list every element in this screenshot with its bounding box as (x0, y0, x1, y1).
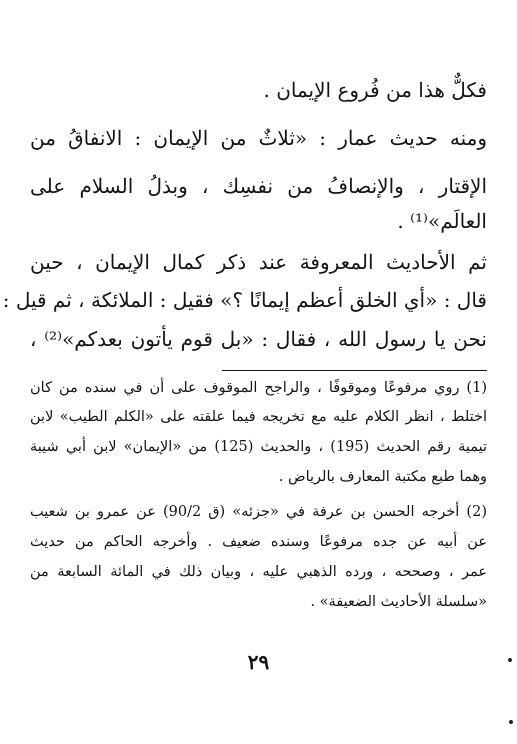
body-line: قال : «أي الخلق أعظم إيمانًا ؟» فقيل : الملائكة ، ثم قيل : (2, 288, 487, 312)
body-line: فكلٌّ هذا من فُروع الإيمان . (263, 78, 487, 102)
body-line: العالَم»⁽¹⁾ . (397, 209, 487, 233)
body-line: نحن يا رسول الله ، فقال : «بل قوم يأتون بعدكم»⁽²⁾ ، (30, 327, 487, 351)
body-line: الإقتار ، والإنصافُ من نفسِك ، وبذلُ السلام على (30, 174, 487, 198)
footnote-line: تيمية رقم الحديث (195) ، والحديث (125) من «الإيمان» لابن أبي شيبة (30, 439, 488, 455)
scan-speck (508, 658, 512, 662)
footnote-line: (2) أخرجه الحسن بن عرفة في «جزئه» (ق 90/2) عن عمرو بن شعيب (30, 504, 487, 520)
footnote-line: عن أبيه عن جده مرفوعًا وسنده ضعيف . وأخرجه الحاكم من حديث (30, 534, 487, 550)
scan-speck (509, 720, 513, 724)
footnote-line: «سلسلة الأحاديث الضعيفة» . (310, 594, 487, 610)
page-number: ٢٩ (247, 650, 270, 674)
footnote-line: عمر ، وصححه ، ورده الذهبي عليه ، وبيان ذلك في المائة السابعة من (30, 564, 487, 580)
body-line: ثم الأحاديث المعروفة عند ذكر كمال الإيمان ، حين (30, 250, 487, 274)
footnote-separator (222, 370, 487, 371)
footnote-line: (1) روي مرفوعًا وموقوفًا ، والراجح الموقوف على أن في سنده من كان (30, 380, 487, 396)
body-line: ومنه حديث عمار : «ثلاثٌ من الإيمان : الانفاقُ من (30, 126, 487, 150)
footnote-line: اختلط ، انظر الكلام عليه مع تخريجه فيما علقته على «الكلم الطيب» لابن (30, 409, 487, 425)
footnote-line: وهما طبع مكتبة المعارف بالرياض . (278, 469, 487, 485)
